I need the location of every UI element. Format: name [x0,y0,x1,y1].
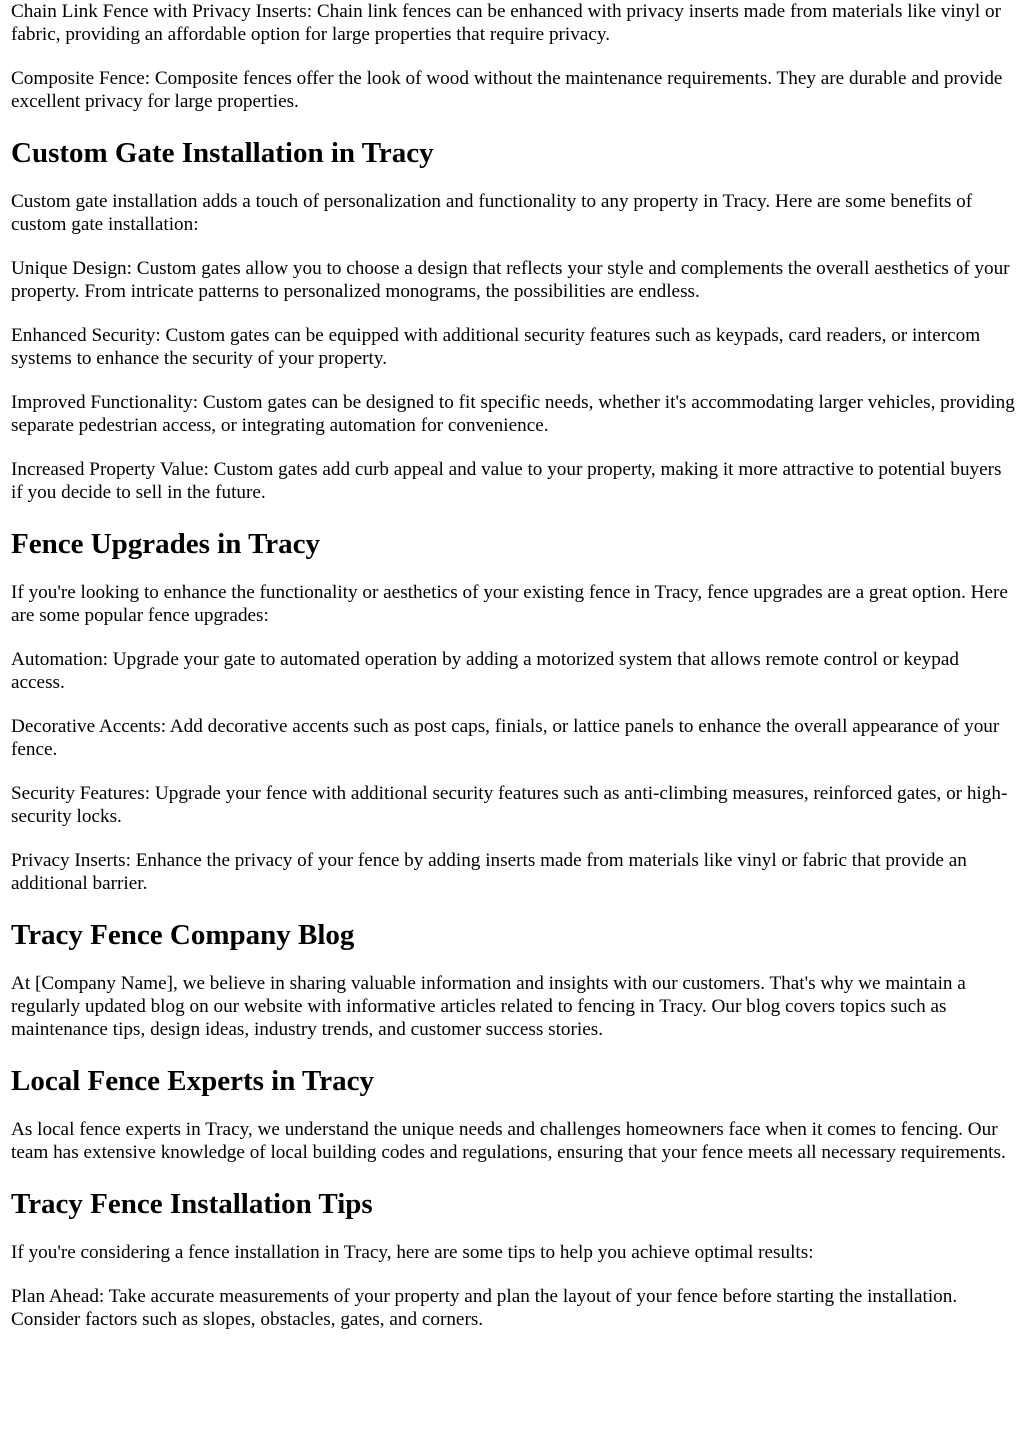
paragraph-custom-gate-intro: Custom gate installation adds a touch of personalization and functionality to any property in Tracy. Here are some benefits of custom gate installation: [11,191,973,235]
paragraph-local-fence-experts: As local fence experts in Tracy, we understand the unique needs and challenges homeowners face when it comes to fencing. Our team has extensive knowledge of local building codes and regulations, ensuring that your fence meets all necessary requirements. [11,1119,1006,1163]
paragraph-privacy-inserts: Privacy Inserts: Enhance the privacy of your fence by adding inserts made from materials like vinyl or fabric that provide an additional barrier. [11,850,967,894]
paragraph-plan-ahead: Plan Ahead: Take accurate measurements of your property and plan the layout of your fence before starting the installation. Consider factors such as slopes, obstacles, gates, and corners. [11,1286,958,1330]
paragraph-unique-design: Unique Design: Custom gates allow you to choose a design that reflects your style and complements the overall aesthetics of your property. From intricate patterns to personalized monograms, the possibilities are endless. [11,258,1010,302]
paragraph-chain-link-fence: Chain Link Fence with Privacy Inserts: Chain link fences can be enhanced with privacy inserts made from materials like vinyl or fabric, providing an affordable option for large properties that require privacy. [11,1,1002,45]
heading-installation-tips: Tracy Fence Installation Tips [11,1188,373,1220]
paragraph-company-blog: At [Company Name], we believe in sharing valuable information and insights with our customers. That's why we maintain a regularly updated blog on our website with informative articles related to fencing in Tracy. Our blog covers topics such as maintenance tips, design ideas, industry trends, and customer success stories. [11,973,966,1040]
paragraph-fence-upgrades-intro: If you're looking to enhance the functionality or aesthetics of your existing fence in Tracy, fence upgrades are a great option. Here are some popular fence upgrades: [11,582,1008,626]
paragraph-increased-property-value: Increased Property Value: Custom gates add curb appeal and value to your property, making it more attractive to potential buyers if you decide to sell in the future. [11,459,1002,503]
paragraph-improved-functionality: Improved Functionality: Custom gates can be designed to fit specific needs, whether it's accommodating larger vehicles, providing separate pedestrian access, or integrating automation for convenience. [11,392,1015,436]
heading-fence-upgrades: Fence Upgrades in Tracy [11,528,321,560]
paragraph-decorative-accents: Decorative Accents: Add decorative accents such as post caps, finials, or lattice panels to enhance the overall appearance of your fence. [11,716,1000,760]
paragraph-automation: Automation: Upgrade your gate to automated operation by adding a motorized system that allows remote control or keypad access. [11,649,959,693]
paragraph-security-features: Security Features: Upgrade your fence with additional security features such as anti-climbing measures, reinforced gates, or high-security locks. [11,783,1008,827]
paragraph-composite-fence: Composite Fence: Composite fences offer the look of wood without the maintenance requirements. They are durable and provide excellent privacy for large properties. [11,68,1003,112]
heading-local-fence-experts: Local Fence Experts in Tracy [11,1065,374,1097]
heading-company-blog: Tracy Fence Company Blog [11,919,355,951]
paragraph-enhanced-security: Enhanced Security: Custom gates can be equipped with additional security features such as keypads, card readers, or intercom systems to enhance the security of your property. [11,325,981,369]
heading-custom-gate-installation: Custom Gate Installation in Tracy [11,137,434,169]
paragraph-installation-tips-intro: If you're considering a fence installation in Tracy, here are some tips to help you achieve optimal results: [11,1242,814,1263]
